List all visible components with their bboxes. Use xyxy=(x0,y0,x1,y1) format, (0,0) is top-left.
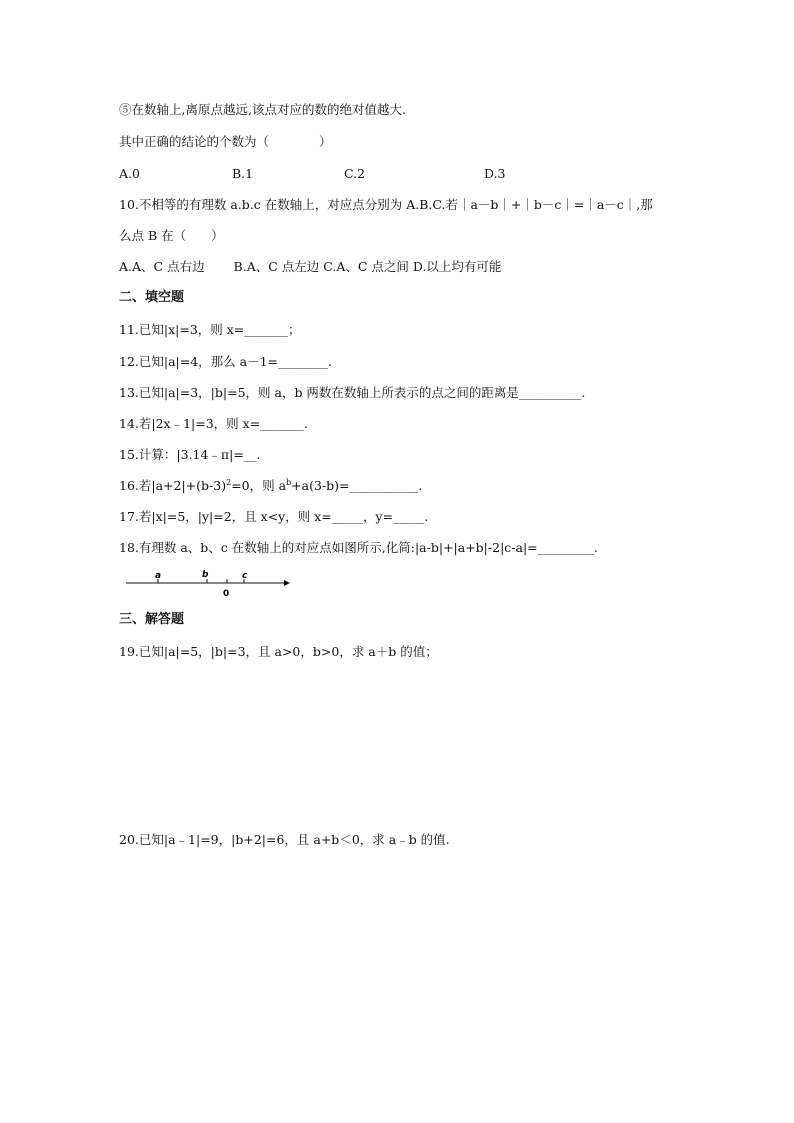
label-a: a xyxy=(155,571,162,581)
q16-part-1: 16.若|a+2|+(b-3) xyxy=(119,478,227,493)
q13: 13.已知|a|=3，|b|=5，则 a，b 两数在数轴上所表示的点之间的距离是__________. xyxy=(119,385,586,400)
label-c: c xyxy=(242,571,248,581)
label-b: b xyxy=(202,570,209,580)
q16 xyxy=(119,478,422,494)
statement-5: ⑤在数轴上,离原点越远,该点对应的数的绝对值越大. xyxy=(119,102,406,117)
q9-option-a: A.0 xyxy=(119,166,140,181)
number-line-figure xyxy=(124,570,290,598)
q15: 15.计算：|3.14﹣π|=__. xyxy=(119,447,261,462)
q16-part-3: +a(3-b)=___________. xyxy=(291,478,423,493)
q9-option-c: C.2 xyxy=(344,166,366,181)
number-line-svg xyxy=(124,570,290,598)
q16-part-2: =0，则 a xyxy=(231,478,287,493)
q16-exponent-1: 2 xyxy=(226,477,232,487)
q19: 19.已知|a|=5，|b|=3，且 a>0，b>0，求 a＋b 的值； xyxy=(119,644,438,659)
q18: 18.有理数 a、b、c 在数轴上的对应点如图所示,化简:|a-b|+|a+b|-2|c-a|=_________. xyxy=(119,540,598,555)
q17: 17.若|x|=5，|y|=2，且 x<y，则 x=_____，y=_____. xyxy=(119,509,429,524)
q10-options: A.A、C 点右边 B.A、C 点左边 C.A、C 点之间 D.以上均有可能 xyxy=(119,259,502,274)
q9-option-b: B.1 xyxy=(232,166,254,181)
q10-line-1: 10.不相等的有理数 a.b.c 在数轴上，对应点分别为 A.B.C.若｜a－b｜+｜b－c｜=｜a－c｜,那 xyxy=(119,197,653,212)
number-line-arrow xyxy=(284,580,290,586)
q12: 12.已知|a|=4，那么 a－1=________. xyxy=(119,354,333,369)
q9-option-d: D.3 xyxy=(484,166,506,181)
q16-exponent-2: b xyxy=(286,477,292,487)
section-answer-heading: 三、解答题 xyxy=(119,612,185,627)
section-fill-in-heading: 二、填空题 xyxy=(119,290,185,305)
q10-line-2: 么点 B 在（ ） xyxy=(119,228,224,243)
q14: 14.若|2x﹣1|=3，则 x=_______. xyxy=(119,416,308,431)
label-origin: 0 xyxy=(223,589,230,598)
q9-prompt: 其中正确的结论的个数为（ ） xyxy=(119,134,332,149)
q11: 11.已知|x|=3，则 x=_______； xyxy=(119,322,301,337)
q20: 20.已知|a﹣1|=9，|b+2|=6，且 a+b＜0，求 a﹣b 的值. xyxy=(119,832,450,847)
